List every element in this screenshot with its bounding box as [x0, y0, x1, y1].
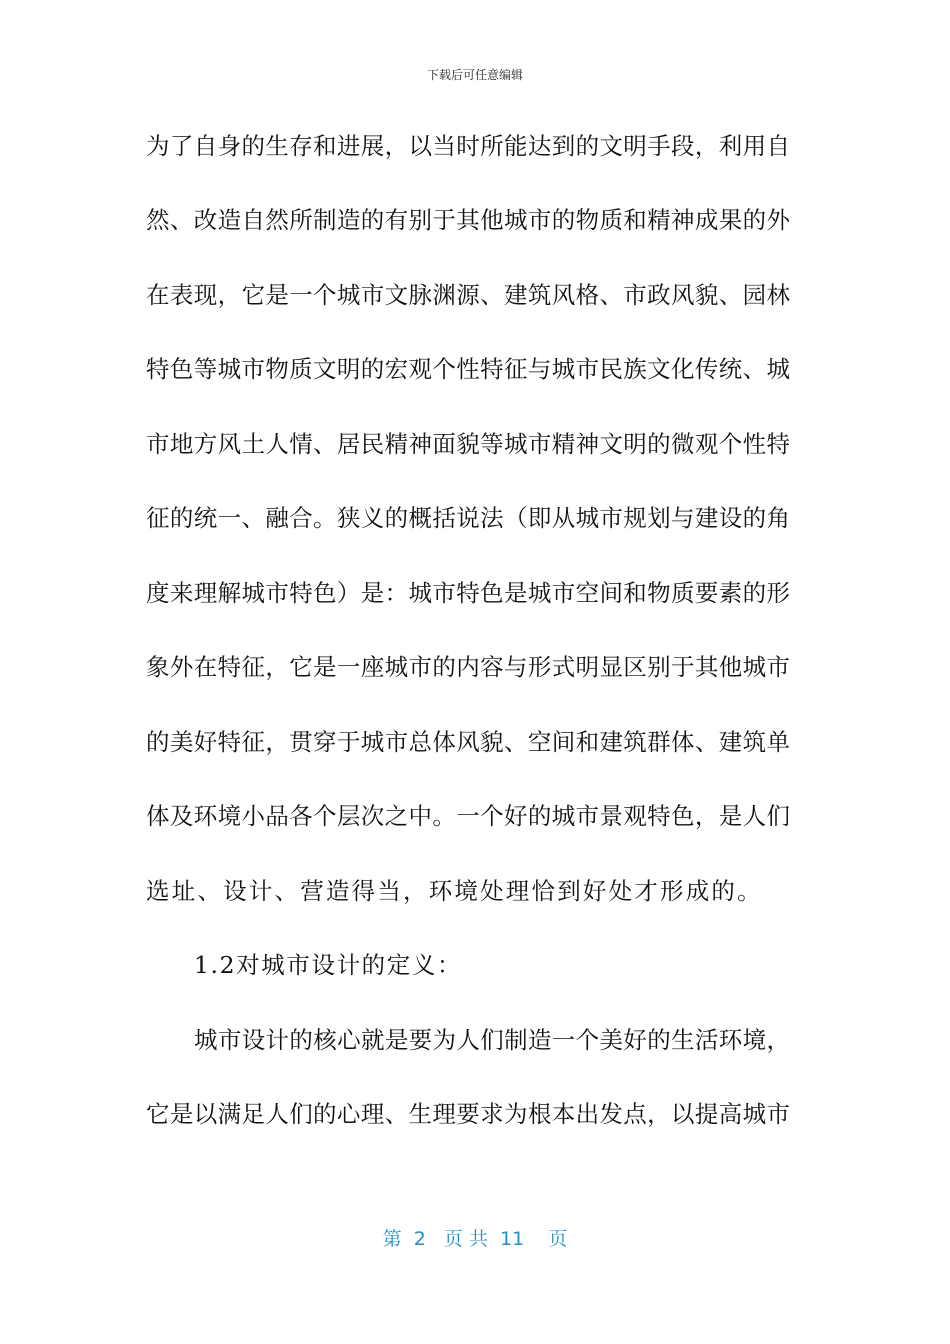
paragraph-line: 然、改造自然所制造的有别于其他城市的物质和精神成果的外: [146, 206, 790, 234]
page-header-note: 下载后可任意编辑: [426, 68, 523, 82]
paragraph-line: 市地方风土人情、居民精神面貌等城市精神文明的微观个性特: [146, 430, 790, 458]
paragraph-line: 体及环境小品各个层次之中。一个好的城市景观特色，是人们: [146, 802, 790, 830]
paragraph-line: 的美好特征，贯穿于城市总体风貌、空间和建筑群体、建筑单: [146, 728, 790, 756]
paragraph-line: 征的统一、融合。狭义的概括说法（即从城市规划与建设的角: [146, 504, 790, 532]
paragraph-line: 城市设计的核心就是要为人们制造一个美好的生活环境，: [194, 1026, 790, 1054]
paragraph-line: 象外在特征，它是一座城市的内容与形式明显区别于其他城市: [146, 653, 790, 681]
paragraph-line: 度来理解城市特色）是：城市特色是城市空间和物质要素的形: [146, 579, 790, 607]
paragraph-line: 在表现，它是一个城市文脉渊源、建筑风格、市政风貌、园林: [146, 281, 790, 309]
paragraph-line: 为了自身的生存和进展，以当时所能达到的文明手段，利用自: [146, 132, 790, 160]
paragraph-line: 它是以满足人们的心理、生理要求为根本出发点，以提高城市: [146, 1100, 790, 1128]
page-number-footer: 第 2 页 共 11 页: [382, 1228, 568, 1250]
paragraph-last-line: 选址、设计、营造得当，环境处理恰到好处才形成的。: [146, 877, 763, 905]
section-heading: 1.2对城市设计的定义：: [194, 951, 463, 979]
paragraph-line: 特色等城市物质文明的宏观个性特征与城市民族文化传统、城: [146, 355, 790, 383]
